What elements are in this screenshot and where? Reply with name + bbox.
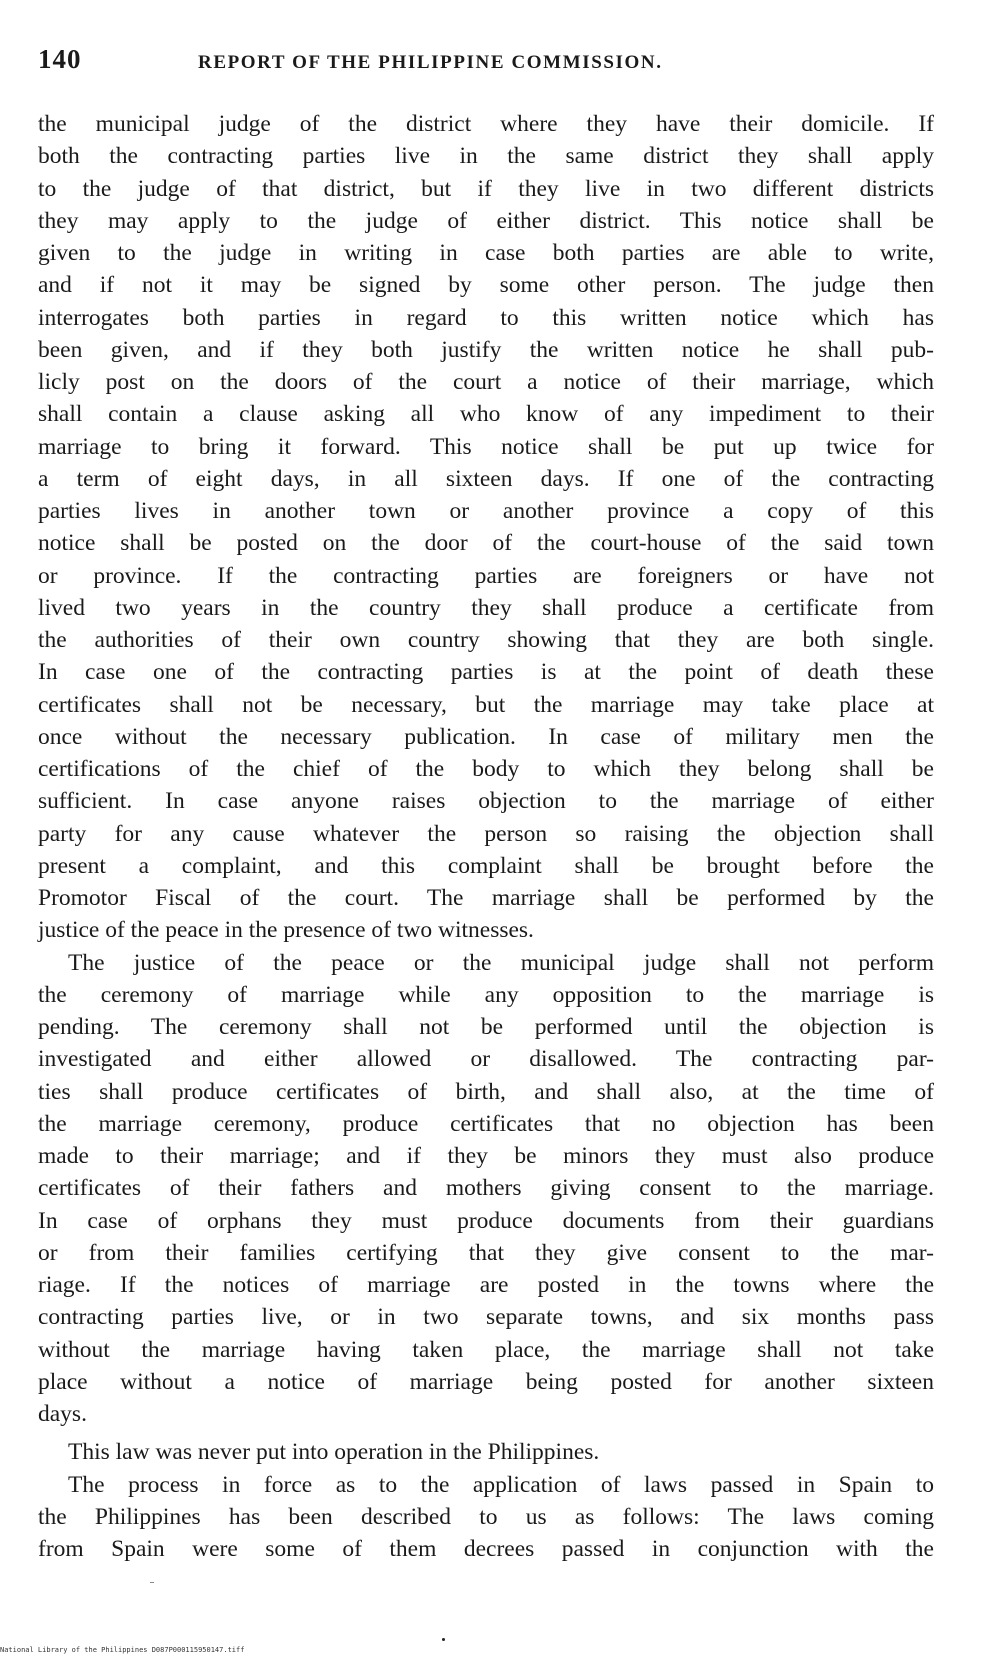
text-line: a term of eight days, in all sixteen days. If one of the contracting	[38, 465, 934, 492]
text-line: investigated and either allowed or disallowed. The contracting par-	[38, 1046, 934, 1073]
text-line: Promotor Fiscal of the court. The marriage shall be performed by the	[38, 885, 934, 911]
text-line: In case of orphans they must produce documents from their guardians	[38, 1207, 934, 1234]
text-line: once without the necessary publication. In case of military men the	[38, 723, 934, 750]
text-line: to the judge of that district, but if they live in two different districts	[38, 175, 934, 202]
scan-speck	[150, 1582, 154, 1583]
page-number: 140	[38, 44, 82, 74]
text-line: In case one of the contracting parties is at the point of death these	[38, 659, 934, 686]
text-line: This law was never put into operation in the Philippines.	[68, 1439, 600, 1466]
text-line: certificates shall not be necessary, but the marriage may take place at	[38, 691, 934, 718]
text-line: certifications of the chief of the body to which they belong shall be	[38, 756, 934, 782]
text-line: or province. If the contracting parties are foreigners or have not	[38, 562, 934, 589]
text-line: the marriage ceremony, produce certificates that no objection has been	[38, 1110, 934, 1137]
text-line: and if not it may be signed by some other person. The judge then	[38, 272, 934, 299]
text-line: The justice of the peace or the municipal judge shall not perform	[68, 949, 934, 976]
text-line: party for any cause whatever the person so raising the objection shall	[38, 820, 934, 847]
text-line: justice of the peace in the presence of two witnesses.	[38, 917, 534, 944]
text-line: place without a notice of marriage being posted for another sixteen	[38, 1368, 934, 1395]
text-line: The process in force as to the application of laws passed in Spain to	[68, 1471, 934, 1498]
text-line: notice shall be posted on the door of the court-house of the said town	[38, 530, 934, 557]
text-line: from Spain were some of them decrees passed in conjunction with the	[38, 1536, 934, 1562]
text-line: days.	[38, 1401, 87, 1427]
text-line: sufficient. In case anyone raises objection to the marriage of either	[38, 788, 934, 815]
scan-footer	[0, 1646, 1000, 1658]
scan-dot	[442, 1638, 445, 1641]
text-line: lived two years in the country they shall produce a certificate from	[38, 594, 934, 621]
running-head: REPORT OF THE PHILIPPINE COMMISSION.	[198, 52, 663, 73]
text-line: given to the judge in writing in case both parties are able to write,	[38, 240, 934, 266]
text-line: or from their families certifying that they give consent to the mar-	[38, 1239, 934, 1266]
text-line: the Philippines has been described to us as follows: The laws coming	[38, 1503, 934, 1530]
text-line: they may apply to the judge of either district. This notice shall be	[38, 207, 934, 234]
text-line: shall contain a clause asking all who know of any impediment to their	[38, 401, 934, 428]
text-line: pending. The ceremony shall not be performed until the objection is	[38, 1014, 934, 1040]
scan-label: National Library of the Philippines D087P000115950147.tiff	[0, 1646, 245, 1654]
text-line: the authorities of their own country showing that they are both single.	[38, 627, 934, 653]
text-line: the municipal judge of the district where they have their domicile. If	[38, 111, 934, 137]
text-line: licly post on the doors of the court a notice of their marriage, which	[38, 369, 934, 395]
text-line: riage. If the notices of marriage are posted in the towns where the	[38, 1272, 934, 1298]
text-line: parties lives in another town or another province a copy of this	[38, 498, 934, 524]
text-line: been given, and if they both justify the written notice he shall pub-	[38, 336, 934, 363]
text-line: made to their marriage; and if they be minors they must also produce	[38, 1143, 934, 1169]
text-line: present a complaint, and this complaint shall be brought before the	[38, 852, 934, 879]
text-line: marriage to bring it forward. This notice shall be put up twice for	[38, 433, 934, 460]
text-line: interrogates both parties in regard to this written notice which has	[38, 304, 934, 331]
text-line: ties shall produce certificates of birth, and shall also, at the time of	[38, 1078, 934, 1105]
page-header	[38, 44, 938, 84]
text-line: contracting parties live, or in two separate towns, and six months pass	[38, 1304, 934, 1331]
text-line: certificates of their fathers and mothers giving consent to the marriage.	[38, 1175, 934, 1202]
text-line: the ceremony of marriage while any opposition to the marriage is	[38, 981, 934, 1008]
text-line: without the marriage having taken place, the marriage shall not take	[38, 1336, 934, 1363]
body-text	[38, 108, 934, 1565]
text-line: both the contracting parties live in the same district they shall apply	[38, 143, 934, 170]
